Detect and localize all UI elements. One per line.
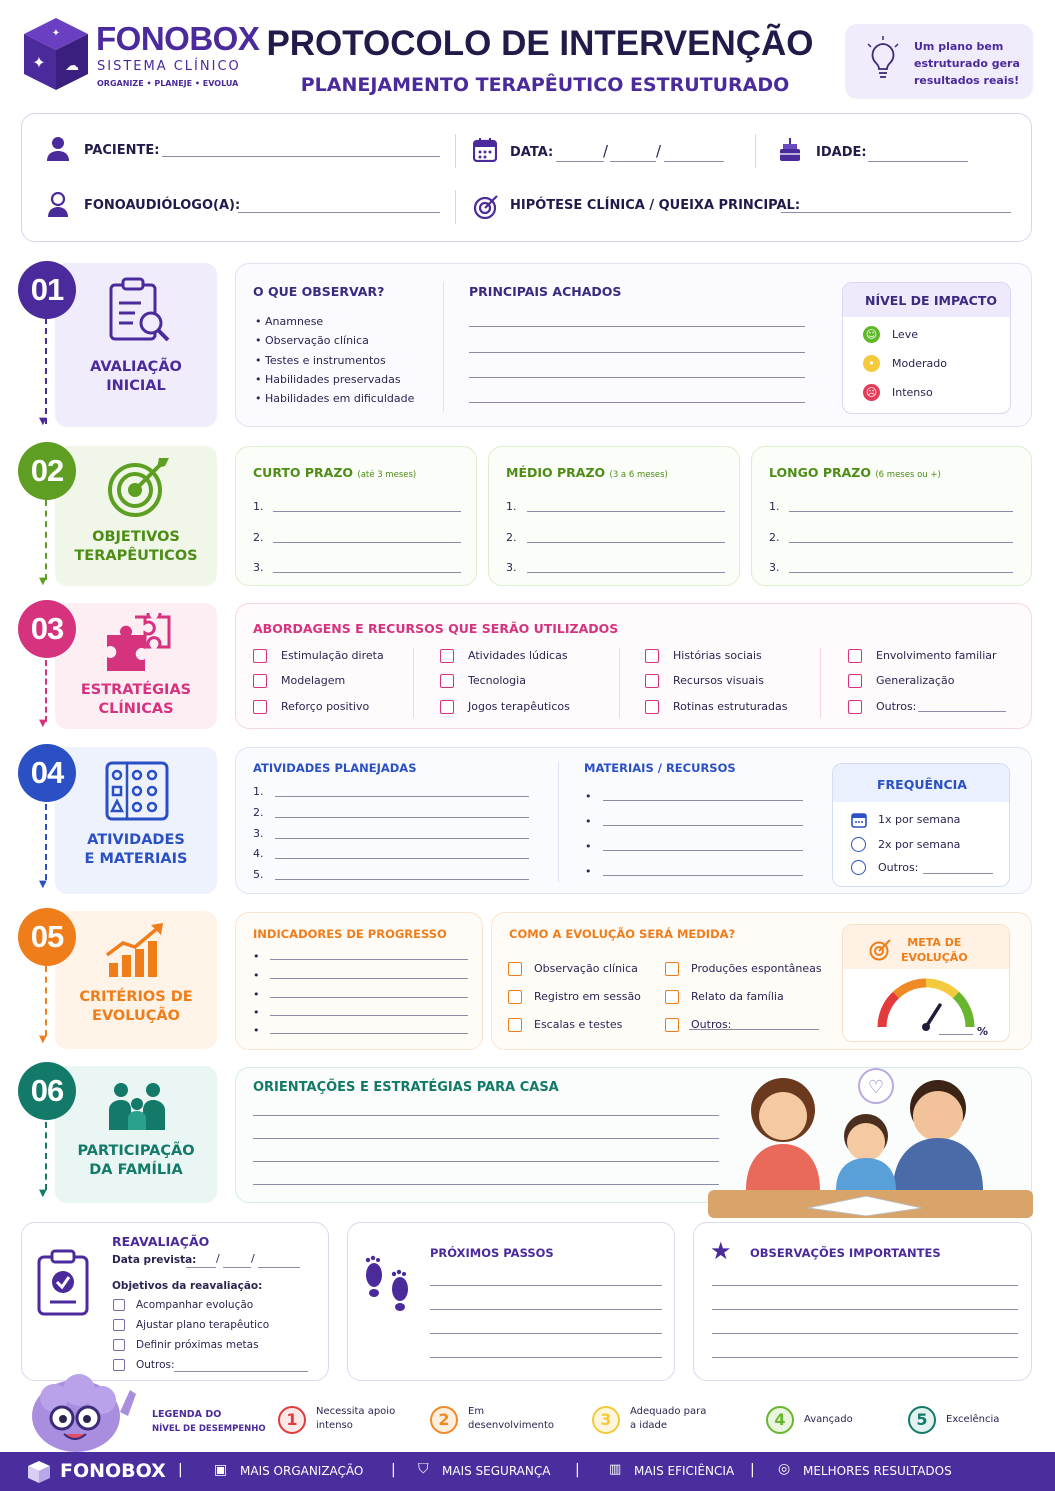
section-1-title: INICIAL [106,378,166,394]
user-icon [46,192,70,218]
strategy-checkbox[interactable] [645,700,659,714]
indicator-bullet: • [253,988,260,1001]
svg-text:✦: ✦ [32,53,46,72]
section-6-title: DA FAMÍLIA [89,1162,183,1178]
strategy-checkbox[interactable] [848,649,862,663]
legend-title: NÍVEL DE DESEMPENHO [152,1424,266,1434]
patient-info-card [21,113,1032,242]
reassessment-item: Ajustar plano terapêutico [136,1319,270,1331]
goal-number: 1. [506,500,517,513]
reassessment-checkbox[interactable] [113,1339,125,1351]
indicator-line[interactable] [270,1015,468,1016]
measure-option-label: Relato da família [691,990,784,1003]
impact-option[interactable]: Intenso [892,386,933,399]
lightbulb-icon [865,36,901,82]
findings-line[interactable] [469,326,805,327]
target-arrow-icon [107,458,169,518]
goal-number: 3. [506,561,517,574]
strategy-other-field[interactable] [918,711,1006,712]
goal-percent-field[interactable] [939,1034,973,1035]
gauge-icon [876,977,976,1033]
legend-title: LEGENDA DO [152,1409,222,1420]
impact-option[interactable]: Moderado [892,357,947,370]
age-label: IDADE: [816,145,867,160]
svg-text:♡: ♡ [867,1077,885,1098]
observe-item: • Observação clínica [255,334,369,347]
observations-line[interactable] [712,1333,1018,1334]
section-5-title: EVOLUÇÃO [92,1008,180,1024]
strategy-checkbox[interactable] [253,649,267,663]
goal-title: META DE [907,936,962,949]
goal-line[interactable] [527,572,725,573]
clipboard-check-icon [36,1249,90,1317]
section-6-badge: 06 [18,1062,76,1120]
next-steps-line[interactable] [430,1357,662,1358]
footer-item: MAIS SEGURANÇA [442,1464,551,1478]
activity-line[interactable] [275,796,529,797]
growth-chart-icon [105,923,167,979]
indicator-line[interactable] [270,1033,468,1034]
activities-title: ATIVIDADES PLANEJADAS [253,761,417,775]
reassessment-year-field[interactable] [258,1267,300,1268]
footer-item: MELHORES RESULTADOS [803,1464,952,1478]
section-4-badge: 04 [18,744,76,802]
section-1-card [235,263,1032,427]
indicator-bullet: • [253,1006,260,1019]
activity-number: 3. [253,827,264,840]
star-icon: ★ [710,1237,732,1265]
material-bullet: • [585,815,592,828]
medium-term-note: (3 a 6 meses) [609,470,668,480]
legend-level-badge: 4 [766,1406,794,1434]
material-bullet: • [585,865,592,878]
strategy-checkbox[interactable] [253,674,267,688]
observe-title: O QUE OBSERVAR? [253,284,385,299]
section-2-badge: 02 [18,442,76,500]
section-6-title: PARTICIPAÇÃO [77,1143,195,1159]
activity-line[interactable] [275,879,529,880]
next-steps-line[interactable] [430,1309,662,1310]
activity-line[interactable] [275,858,529,859]
strategy-option-label: Recursos visuais [673,674,764,687]
goal-line[interactable] [789,542,1013,543]
footsteps-icon [360,1255,416,1311]
indicator-line[interactable] [270,959,468,960]
strategy-option-label: Generalização [876,674,955,687]
strategy-option-label: Jogos terapêuticos [468,700,570,713]
observations-line[interactable] [712,1285,1018,1286]
legend-level-label: Necessita apoio [316,1406,396,1417]
strategy-option-label: Outros: [876,700,917,713]
findings-line[interactable] [469,377,805,378]
observations-line[interactable] [712,1357,1018,1358]
tip-line: estruturado gera [914,57,1020,70]
short-term-title: CURTO PRAZO [253,465,354,480]
reassessment-item: Outros: [136,1359,175,1371]
hypothesis-field[interactable] [781,212,1011,213]
target-icon [473,194,499,220]
indicator-line[interactable] [270,978,468,979]
brand-name: FONOBOX [96,20,260,57]
happy-face-icon: ☺ [863,326,880,343]
observe-item: • Habilidades preservadas [255,373,401,386]
goal-line[interactable] [273,511,461,512]
observe-item: • Anamnese [255,315,324,328]
activity-number: 4. [253,847,264,860]
frequency-title: FREQUÊNCIA [877,777,967,792]
goal-number: 2. [253,531,264,544]
measure-checkbox[interactable] [508,990,522,1004]
brand-tagline: ORGANIZE • PLANEJE • EVOLUA [97,79,239,88]
reassessment-checkbox[interactable] [113,1319,125,1331]
long-term-note: (6 meses ou +) [875,470,941,480]
tip-line: resultados reais! [914,74,1020,87]
strategy-checkbox[interactable] [253,700,267,714]
strategy-option-label: Modelagem [281,674,346,687]
cube-logo-icon [26,1459,52,1485]
user-icon [46,136,70,162]
legend-level-badge: 3 [592,1406,620,1434]
goal-number: 1. [253,500,264,513]
findings-title: PRINCIPAIS ACHADOS [469,284,622,299]
hypothesis-label: HIPÓTESE CLÍNICA / QUEIXA PRINCIPAL: [510,198,801,213]
measure-option-label: Registro em sessão [534,990,641,1003]
legend-level-label: Excelência [946,1414,1000,1425]
section-5-badge: 05 [18,908,76,966]
reassessment-checkbox[interactable] [113,1299,125,1311]
section-3-badge: 03 [18,600,76,658]
tip-line: Um plano bem [914,40,1004,53]
target-icon [869,939,891,961]
frequency-other-field[interactable] [923,873,993,874]
patient-field[interactable] [162,156,440,157]
calendar-icon [851,812,867,828]
date-year-field[interactable] [664,161,724,162]
brain-mascot-illustration [24,1370,140,1454]
goal-percent: % [977,1025,989,1038]
activity-board-icon [105,761,169,821]
strategy-checkbox[interactable] [645,674,659,688]
therapist-label: FONOAUDIÓLOGO(A): [84,198,241,213]
footer-separator: | [575,1462,580,1478]
observations-title: OBSERVAÇÕES IMPORTANTES [750,1246,941,1260]
puzzle-icon [105,613,171,671]
legend-level-badge: 1 [278,1406,306,1434]
reassessment-item: Acompanhar evolução [136,1299,254,1311]
long-term-title: LONGO PRAZO [769,465,871,480]
footer-item: MAIS ORGANIZAÇÃO [240,1464,364,1478]
legend-level-label: desenvolvimento [468,1420,554,1431]
strategy-option-label: Atividades lúdicas [468,649,568,662]
svg-text:✦: ✦ [51,28,61,39]
goal-line[interactable] [789,572,1013,573]
measure-option-label: Produções espontâneas [691,962,822,975]
measure-checkbox[interactable] [665,1018,679,1032]
strategy-option-label: Tecnologia [468,674,526,687]
indicator-bullet: • [253,1024,260,1037]
family-illustration [708,1068,1033,1220]
frequency-option[interactable]: 1x por semana [878,813,961,826]
reassessment-goals-label: Objetivos da reavaliação: [112,1280,263,1292]
strategy-checkbox[interactable] [848,700,862,714]
therapist-field[interactable] [238,212,440,213]
strategy-checkbox[interactable] [645,649,659,663]
next-steps-line[interactable] [430,1285,662,1286]
material-line[interactable] [603,825,803,826]
observe-item: • Habilidades em dificuldade [255,392,415,405]
footer-separator: | [750,1462,755,1478]
activity-line[interactable] [275,817,529,818]
measure-checkbox[interactable] [665,962,679,976]
calendar-icon [473,138,497,162]
family-icon [105,1080,171,1132]
date-separator: / [603,142,609,160]
long-term-card [751,446,1032,586]
findings-line[interactable] [469,402,805,403]
legend-level-label: Adequado para [630,1406,707,1417]
indicator-bullet: • [253,969,260,982]
sad-face-icon: ☹ [863,384,880,401]
section-1-label [55,263,217,427]
footer-item: MAIS EFICIÊNCIA [634,1464,735,1478]
measure-option-label: Observação clínica [534,962,638,975]
footer-separator: | [178,1462,183,1478]
neutral-face-icon: • [863,355,880,372]
section-4-card [235,747,1032,894]
home-strategies-title: ORIENTAÇÕES E ESTRATÉGIAS PARA CASA [253,1080,559,1095]
date-month-field[interactable] [610,161,656,162]
measure-checkbox[interactable] [508,1018,522,1032]
next-steps-line[interactable] [430,1333,662,1334]
activity-line[interactable] [275,838,529,839]
reassessment-checkbox[interactable] [113,1359,125,1371]
section-4-title: E MATERIAIS [84,851,188,867]
materials-title: MATERIAIS / RECURSOS [584,761,736,775]
legend-level-badge: 2 [430,1406,458,1434]
frequency-option[interactable]: Outros: [878,861,919,874]
age-field[interactable] [868,161,968,162]
observations-line[interactable] [712,1309,1018,1310]
footer-brand: FONOBOX [60,1460,166,1482]
activity-number: 5. [253,868,264,881]
section-4-label [55,747,217,894]
page-subtitle: PLANEJAMENTO TERAPÊUTICO ESTRUTURADO [300,74,790,96]
section-5-label [55,911,217,1049]
frequency-radio[interactable] [851,860,866,875]
frequency-box [832,763,1010,887]
observations-card [693,1222,1032,1381]
section-4-title: ATIVIDADES [87,832,185,848]
goal-number: 2. [769,531,780,544]
goal-line[interactable] [789,511,1013,512]
page-title: PROTOCOLO DE INTERVENÇÃO [266,24,814,63]
section-5-title: CRITÉRIOS DE [79,989,193,1005]
legend-level-label: intenso [316,1420,353,1431]
chart-icon: ▥ [609,1462,622,1477]
date-separator: / [216,1252,220,1265]
reassessment-other-field[interactable] [174,1371,308,1372]
goal-number: 2. [506,531,517,544]
svg-text:☁: ☁ [65,58,79,74]
section-1-title: AVALIAÇÃO [90,359,182,375]
reassessment-day-field[interactable] [186,1267,216,1268]
strategy-option-label: Histórias sociais [673,649,762,662]
goal-line[interactable] [273,542,461,543]
date-separator: / [251,1252,255,1265]
strategy-option-label: Envolvimento familiar [876,649,997,662]
short-term-card [235,446,477,586]
material-line[interactable] [603,800,803,801]
observe-item: • Testes e instrumentos [255,354,386,367]
indicator-bullet: • [253,950,260,963]
goal-line[interactable] [527,542,725,543]
tip-box [845,24,1033,99]
material-bullet: • [585,790,592,803]
medium-term-title: MÉDIO PRAZO [506,465,606,480]
home-line[interactable] [253,1161,719,1162]
measure-option-label: Escalas e testes [534,1018,623,1031]
goal-box [842,924,1010,1042]
legend-level-label: Avançado [804,1414,853,1425]
strategy-option-label: Estimulação direta [281,649,384,662]
legend-level-label: a idade [630,1420,668,1431]
goal-title: EVOLUÇÃO [901,951,968,964]
clipboard-search-icon [107,277,171,345]
target-icon: ◎ [778,1461,791,1477]
reassessment-month-field[interactable] [223,1267,251,1268]
home-line[interactable] [253,1184,719,1185]
impact-option[interactable]: Leve [892,328,918,341]
reassessment-date-label: Data prevista: [112,1254,197,1266]
strategy-checkbox[interactable] [440,674,454,688]
goal-number: 1. [769,500,780,513]
birthday-cake-icon [778,136,802,162]
short-term-note: (até 3 meses) [357,470,417,480]
medium-term-card [488,446,740,586]
goal-number: 3. [253,561,264,574]
strategy-checkbox[interactable] [848,674,862,688]
reassessment-item: Definir próximas metas [136,1339,259,1351]
strategy-checkbox[interactable] [440,649,454,663]
strategy-checkbox[interactable] [440,700,454,714]
section-3-title: ESTRATÉGIAS [80,682,192,698]
strategy-option-label: Reforço positivo [281,700,370,713]
reassessment-title: REAVALIAÇÃO [112,1234,210,1249]
shield-icon: ⛉ [418,1461,429,1477]
measure-checkbox[interactable] [665,990,679,1004]
footer-bar [0,1452,1055,1491]
measure-checkbox[interactable] [508,962,522,976]
measure-title: COMO A EVOLUÇÃO SERÁ MEDIDA? [509,927,736,941]
section-6-label [55,1066,217,1203]
date-separator: / [656,142,662,160]
indicators-card [235,912,483,1050]
goal-line[interactable] [273,572,461,573]
indicators-title: INDICADORES DE PROGRESSO [253,927,447,941]
impact-title: NÍVEL DE IMPACTO [865,293,998,308]
date-day-field[interactable] [556,161,604,162]
section-2-label [55,446,217,586]
goal-number: 3. [769,561,780,574]
indicator-line[interactable] [270,997,468,998]
footer-separator: | [391,1462,396,1478]
next-steps-card [347,1222,675,1381]
cube-logo-icon [20,14,92,92]
section-2-title: TERAPÊUTICOS [74,548,198,564]
date-label: DATA: [510,145,554,160]
patient-label: PACIENTE: [84,143,160,158]
findings-line[interactable] [469,352,805,353]
briefcase-icon: ▣ [214,1462,228,1478]
home-line[interactable] [253,1138,719,1139]
strategies-title: ABORDAGENS E RECURSOS QUE SERÃO UTILIZADOS [253,621,619,636]
material-line[interactable] [603,850,803,851]
frequency-radio[interactable] [851,837,866,852]
section-2-title: OBJETIVOS [92,529,180,545]
impact-box [842,282,1011,414]
material-line[interactable] [603,875,803,876]
legend-level-badge: 5 [908,1406,936,1434]
measure-option-label: Outros: [691,1018,732,1031]
frequency-option[interactable]: 2x por semana [878,838,961,851]
home-line[interactable] [253,1115,719,1116]
goal-line[interactable] [527,511,725,512]
activity-number: 2. [253,806,264,819]
legend-level-label: Em [468,1406,485,1417]
next-steps-title: PRÓXIMOS PASSOS [430,1246,554,1260]
brand-subtitle: SISTEMA CLÍNICO [97,59,241,74]
section-3-title: CLÍNICAS [98,701,174,717]
strategy-option-label: Rotinas estruturadas [673,700,788,713]
material-bullet: • [585,840,592,853]
section-1-badge: 01 [18,261,76,319]
activity-number: 1. [253,785,264,798]
section-3-label [55,603,217,729]
